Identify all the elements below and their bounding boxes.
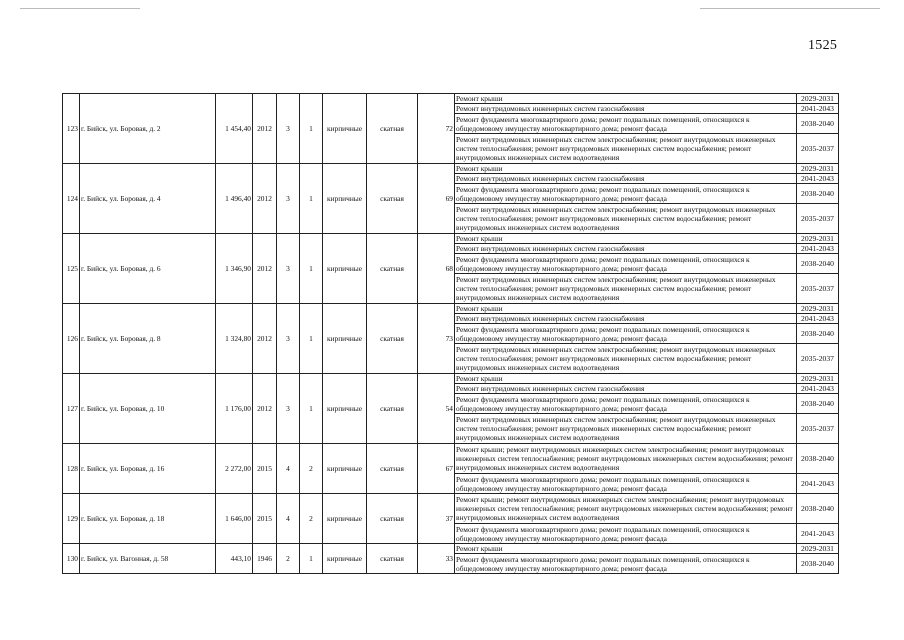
repair-period-cell: 2038-2040 [797,254,839,274]
roof-type-cell: скатная [367,494,418,544]
walls-material-cell: кирпичные [323,544,367,574]
repair-work-cell: Ремонт крыши; ремонт внутридомовых инженерных систем электроснабжения; ремонт внутридомовых инженерных систем теплоснабжения; ремонт внутридомовых инженерных систем водоснабжения; ремонт внутридомовых инженерных систем водоотведения [455,494,797,524]
repair-work-cell: Ремонт внутридомовых инженерных систем газоснабжения [455,384,797,394]
repair-period-cell: 2035-2037 [797,204,839,234]
address-cell: г. Бийск, ул. Боровая, д. 8 [80,304,216,374]
repair-period-cell: 2038-2040 [797,444,839,474]
row-number: 130 [63,544,80,574]
walls-material-cell: кирпичные [323,164,367,234]
repair-period-cell: 2041-2043 [797,104,839,114]
wear-percent-cell: 37 [418,494,455,544]
capital-repair-table [62,93,839,574]
walls-material-cell: кирпичные [323,494,367,544]
row-number: 127 [63,374,80,444]
roof-type-cell: скатная [367,234,418,304]
repair-work-cell: Ремонт фундамента многоквартирного дома; ремонт подвальных помещений, относящихся к общедомовому имуществу многоквартирного дома; ремонт фасада [455,554,797,574]
address-cell: г. Бийск, ул. Боровая, д. 10 [80,374,216,444]
repair-work-cell: Ремонт внутридомовых инженерных систем электроснабжения; ремонт внутридомовых инженерных систем теплоснабжения; ремонт внутридомовых инженерных систем водоснабжения; ремонт внутридомовых инженерных систем водоотведения [455,274,797,304]
repair-work-cell: Ремонт внутридомовых инженерных систем газоснабжения [455,314,797,324]
address-cell: г. Бийск, ул. Вагонная, д. 58 [80,544,216,574]
table-row [63,444,839,474]
table-row [63,494,839,524]
repair-work-cell: Ремонт внутридомовых инженерных систем газоснабжения [455,104,797,114]
repair-work-cell: Ремонт фундамента многоквартирного дома; ремонт подвальных помещений, относящихся к общедомовому имуществу многоквартирного дома; ремонт фасада [455,394,797,414]
floors-cell: 3 [277,374,300,444]
year-cell: 2015 [253,494,277,544]
year-cell: 2012 [253,94,277,164]
floors-cell: 4 [277,444,300,494]
repair-period-cell: 2038-2040 [797,554,839,574]
address-cell: г. Бийск, ул. Боровая, д. 2 [80,94,216,164]
repair-period-cell: 2029-2031 [797,544,839,554]
table-row [63,164,839,174]
area-cell: 443,10 [216,544,253,574]
repair-work-cell: Ремонт фундамента многоквартирного дома; ремонт подвальных помещений, относящихся к общедомовому имуществу многоквартирного дома; ремонт фасада [455,524,797,544]
table-body [63,94,839,574]
area-cell: 1 346,90 [216,234,253,304]
repair-work-cell: Ремонт фундамента многоквартирного дома; ремонт подвальных помещений, относящихся к общедомовому имуществу многоквартирного дома; ремонт фасада [455,114,797,134]
address-cell: г. Бийск, ул. Боровая, д. 18 [80,494,216,544]
table-row [63,304,839,314]
repair-period-cell: 2038-2040 [797,184,839,204]
row-number: 129 [63,494,80,544]
year-cell: 1946 [253,544,277,574]
repair-work-cell: Ремонт внутридомовых инженерных систем газоснабжения [455,244,797,254]
area-cell: 1 454,40 [216,94,253,164]
repair-period-cell: 2035-2037 [797,274,839,304]
year-cell: 2012 [253,374,277,444]
roof-type-cell: скатная [367,164,418,234]
walls-material-cell: кирпичные [323,374,367,444]
entrances-cell: 1 [300,374,323,444]
repair-work-cell: Ремонт крыши [455,164,797,174]
year-cell: 2012 [253,234,277,304]
area-cell: 2 272,00 [216,444,253,494]
entrances-cell: 1 [300,164,323,234]
walls-material-cell: кирпичные [323,444,367,494]
repair-work-cell: Ремонт крыши [455,544,797,554]
repair-period-cell: 2029-2031 [797,374,839,384]
table-row [63,374,839,384]
floors-cell: 3 [277,94,300,164]
repair-work-cell: Ремонт фундамента многоквартирного дома; ремонт подвальных помещений, относящихся к общедомовому имуществу многоквартирного дома; ремонт фасада [455,254,797,274]
row-number: 124 [63,164,80,234]
area-cell: 1 646,00 [216,494,253,544]
repair-period-cell: 2038-2040 [797,324,839,344]
wear-percent-cell: 33 [418,544,455,574]
repair-period-cell: 2041-2043 [797,314,839,324]
repair-work-cell: Ремонт внутридомовых инженерных систем электроснабжения; ремонт внутридомовых инженерных систем теплоснабжения; ремонт внутридомовых инженерных систем водоснабжения; ремонт внутридомовых инженерных систем водоотведения [455,344,797,374]
repair-period-cell: 2041-2043 [797,244,839,254]
year-cell: 2015 [253,444,277,494]
repair-period-cell: 2029-2031 [797,164,839,174]
area-cell: 1 324,80 [216,304,253,374]
repair-period-cell: 2029-2031 [797,304,839,314]
entrances-cell: 1 [300,304,323,374]
floors-cell: 3 [277,234,300,304]
roof-type-cell: скатная [367,304,418,374]
area-cell: 1 176,00 [216,374,253,444]
roof-type-cell: скатная [367,544,418,574]
repair-period-cell: 2038-2040 [797,114,839,134]
repair-period-cell: 2035-2037 [797,414,839,444]
year-cell: 2012 [253,304,277,374]
row-number: 123 [63,94,80,164]
repair-work-cell: Ремонт фундамента многоквартирного дома; ремонт подвальных помещений, относящихся к общедомовому имуществу многоквартирного дома; ремонт фасада [455,324,797,344]
repair-work-cell: Ремонт крыши; ремонт внутридомовых инженерных систем электроснабжения; ремонт внутридомовых инженерных систем теплоснабжения; ремонт внутридомовых инженерных систем водоснабжения; ремонт внутридомовых инженерных систем водоотведения [455,444,797,474]
wear-percent-cell: 67 [418,444,455,494]
roof-type-cell: скатная [367,374,418,444]
repair-period-cell: 2041-2043 [797,474,839,494]
floors-cell: 2 [277,544,300,574]
repair-work-cell: Ремонт крыши [455,304,797,314]
wear-percent-cell: 69 [418,164,455,234]
page-number: 1525 [808,38,838,53]
entrances-cell: 1 [300,234,323,304]
table-row [63,234,839,244]
year-cell: 2012 [253,164,277,234]
address-cell: г. Бийск, ул. Боровая, д. 16 [80,444,216,494]
entrances-cell: 2 [300,444,323,494]
repair-work-cell: Ремонт внутридомовых инженерных систем электроснабжения; ремонт внутридомовых инженерных систем теплоснабжения; ремонт внутридомовых инженерных систем водоснабжения; ремонт внутридомовых инженерных систем водоотведения [455,204,797,234]
floors-cell: 3 [277,304,300,374]
repair-period-cell: 2035-2037 [797,134,839,164]
repair-work-cell: Ремонт внутридомовых инженерных систем газоснабжения [455,174,797,184]
repair-period-cell: 2038-2040 [797,494,839,524]
repair-period-cell: 2038-2040 [797,394,839,414]
entrances-cell: 2 [300,494,323,544]
repair-period-cell: 2041-2043 [797,174,839,184]
repair-work-cell: Ремонт внутридомовых инженерных систем электроснабжения; ремонт внутридомовых инженерных систем теплоснабжения; ремонт внутридомовых инженерных систем водоснабжения; ремонт внутридомовых инженерных систем водоотведения [455,134,797,164]
scan-edge-mark [20,8,140,9]
repair-work-cell: Ремонт крыши [455,234,797,244]
floors-cell: 3 [277,164,300,234]
scan-edge-mark [700,8,880,9]
repair-period-cell: 2041-2043 [797,524,839,544]
repair-work-cell: Ремонт фундамента многоквартирного дома; ремонт подвальных помещений, относящихся к общедомовому имуществу многоквартирного дома; ремонт фасада [455,474,797,494]
walls-material-cell: кирпичные [323,234,367,304]
row-number: 125 [63,234,80,304]
table-row [63,94,839,104]
repair-period-cell: 2035-2037 [797,344,839,374]
address-cell: г. Бийск, ул. Боровая, д. 4 [80,164,216,234]
wear-percent-cell: 72 [418,94,455,164]
roof-type-cell: скатная [367,444,418,494]
table-row [63,544,839,554]
repair-period-cell: 2041-2043 [797,384,839,394]
wear-percent-cell: 73 [418,304,455,374]
walls-material-cell: кирпичные [323,304,367,374]
row-number: 126 [63,304,80,374]
area-cell: 1 496,40 [216,164,253,234]
row-number: 128 [63,444,80,494]
wear-percent-cell: 68 [418,234,455,304]
entrances-cell: 1 [300,544,323,574]
repair-period-cell: 2029-2031 [797,234,839,244]
repair-period-cell: 2029-2031 [797,94,839,104]
entrances-cell: 1 [300,94,323,164]
roof-type-cell: скатная [367,94,418,164]
repair-work-cell: Ремонт крыши [455,94,797,104]
address-cell: г. Бийск, ул. Боровая, д. 6 [80,234,216,304]
repair-work-cell: Ремонт фундамента многоквартирного дома; ремонт подвальных помещений, относящихся к общедомовому имуществу многоквартирного дома; ремонт фасада [455,184,797,204]
wear-percent-cell: 54 [418,374,455,444]
floors-cell: 4 [277,494,300,544]
repair-work-cell: Ремонт внутридомовых инженерных систем электроснабжения; ремонт внутридомовых инженерных систем теплоснабжения; ремонт внутридомовых инженерных систем водоснабжения; ремонт внутридомовых инженерных систем водоотведения [455,414,797,444]
walls-material-cell: кирпичные [323,94,367,164]
repair-work-cell: Ремонт крыши [455,374,797,384]
